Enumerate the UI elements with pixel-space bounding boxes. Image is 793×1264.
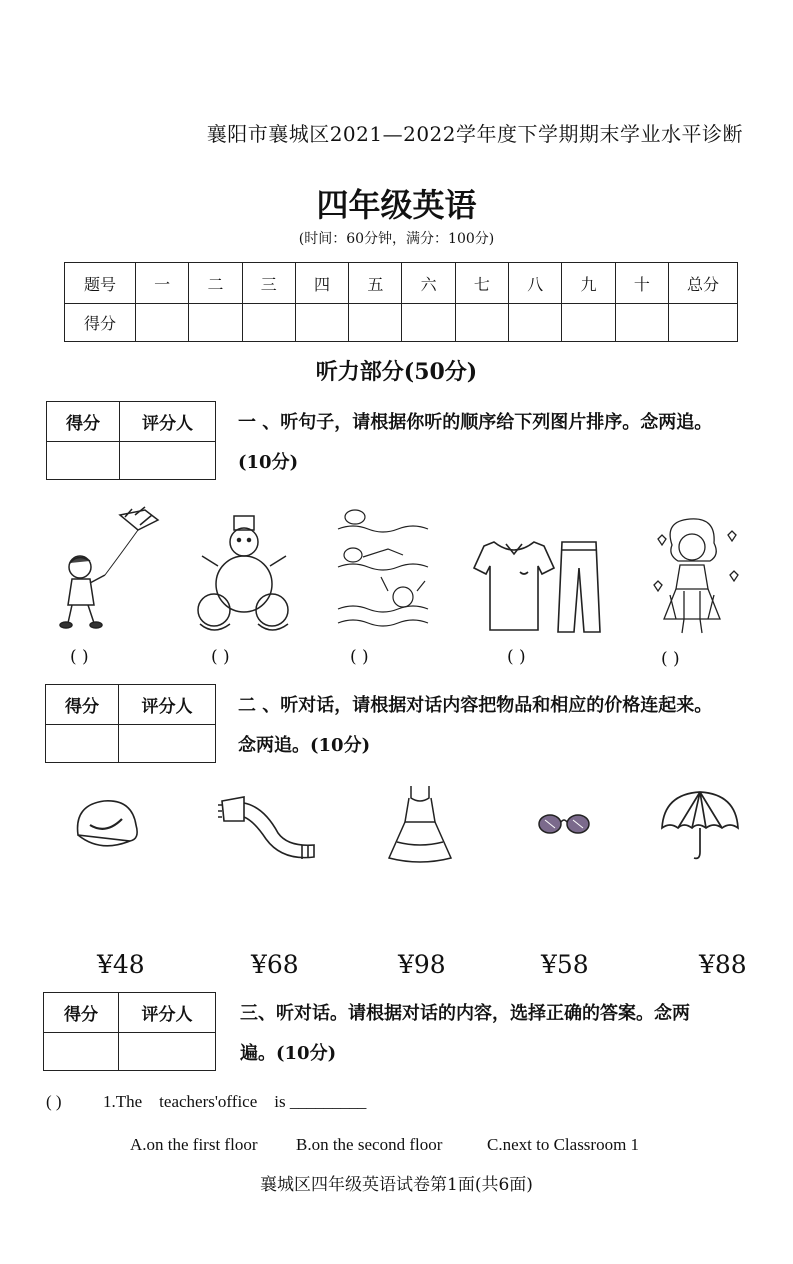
grader-box-part3 xyxy=(43,992,216,1071)
score-cell: 九 xyxy=(562,263,615,304)
score-cell: 一 xyxy=(136,263,189,304)
score-entry-cell[interactable] xyxy=(295,304,348,342)
question-1-option-a[interactable]: A.on the first floor xyxy=(130,1135,258,1154)
shirt-and-pants-picture xyxy=(472,538,607,634)
grader-score-cell[interactable] xyxy=(47,442,120,480)
part2-instruction: 二 、听对话，请根据对话内容把物品和相应的价格连起来。 念两追。(10分) xyxy=(238,695,713,756)
score-entry-cell[interactable] xyxy=(669,304,738,342)
score-cell: 七 xyxy=(455,263,508,304)
price-label: ¥68 xyxy=(251,950,299,979)
part1-instruction: 一 、听句子，请根据你听的顺序给下列图片排序。念两追。 (10分) xyxy=(238,412,713,473)
dress-picture xyxy=(385,784,455,864)
score-entry-cell[interactable] xyxy=(189,304,242,342)
exam-subtitle: (时间：60分钟，满分：100分) xyxy=(298,231,495,247)
question-1-answer-paren[interactable]: ( ) xyxy=(46,1092,62,1111)
answer-blank[interactable]: ( ) xyxy=(661,649,680,669)
answer-blank[interactable]: ( ) xyxy=(211,647,230,667)
grader-score-label: 得分 xyxy=(44,993,119,1033)
question-1-option-b[interactable]: B.on the second floor xyxy=(296,1135,443,1154)
score-cell: 题号 xyxy=(65,263,136,304)
score-entry-cell[interactable] xyxy=(349,304,402,342)
answer-blank[interactable]: ( ) xyxy=(70,647,89,667)
exam-title: 四年级英语 xyxy=(316,186,477,224)
listening-section-title: 听力部分(50分) xyxy=(315,359,478,385)
umbrella-picture xyxy=(658,788,742,862)
price-label: ¥58 xyxy=(541,950,589,979)
grader-score-label: 得分 xyxy=(46,685,119,725)
score-entry-cell[interactable] xyxy=(455,304,508,342)
score-cell: 六 xyxy=(402,263,455,304)
score-cell: 三 xyxy=(242,263,295,304)
boy-flying-kite-picture xyxy=(50,505,165,635)
exam-header: 襄阳市襄城区2021—2022学年度下学期期末学业水平诊断 xyxy=(206,122,743,146)
snowman-picture xyxy=(190,512,295,634)
price-label: ¥88 xyxy=(699,950,747,979)
score-cell: 总分 xyxy=(669,263,738,304)
score-table-header-row xyxy=(65,263,738,304)
score-entry-cell[interactable] xyxy=(242,304,295,342)
grader-score-cell[interactable] xyxy=(44,1033,119,1071)
score-cell: 四 xyxy=(295,263,348,304)
score-entry-cell[interactable] xyxy=(402,304,455,342)
girl-in-skirt-picture xyxy=(650,515,740,635)
score-entry-cell[interactable] xyxy=(615,304,668,342)
grader-box-part2 xyxy=(45,684,216,763)
score-cell: 十 xyxy=(615,263,668,304)
score-table xyxy=(64,262,738,342)
scarf-picture xyxy=(218,795,323,861)
question-1-option-c[interactable]: C.next to Classroom 1 xyxy=(487,1135,640,1154)
answer-blank[interactable]: ( ) xyxy=(350,647,369,667)
score-cell: 二 xyxy=(189,263,242,304)
score-row-label: 得分 xyxy=(65,304,136,342)
price-label: ¥48 xyxy=(97,950,145,979)
grader-name-label: 评分人 xyxy=(119,685,216,725)
answer-blank[interactable]: ( ) xyxy=(507,647,526,667)
grader-name-cell[interactable] xyxy=(119,725,216,763)
cap-picture xyxy=(70,795,145,855)
grader-name-label: 评分人 xyxy=(120,402,216,442)
score-table-score-row xyxy=(65,304,738,342)
score-entry-cell[interactable] xyxy=(562,304,615,342)
score-entry-cell[interactable] xyxy=(136,304,189,342)
grader-score-label: 得分 xyxy=(47,402,120,442)
score-cell: 八 xyxy=(509,263,562,304)
grader-box-part1 xyxy=(46,401,216,480)
question-1-text: 1.The teachers'office is _________ xyxy=(103,1092,367,1111)
grader-name-label: 评分人 xyxy=(119,993,216,1033)
sunglasses-picture xyxy=(537,808,591,840)
grader-score-cell[interactable] xyxy=(46,725,119,763)
score-cell: 五 xyxy=(349,263,402,304)
children-swimming-picture xyxy=(333,505,433,633)
grader-name-cell[interactable] xyxy=(120,442,216,480)
price-label: ¥98 xyxy=(398,950,446,979)
grader-name-cell[interactable] xyxy=(119,1033,216,1071)
page-footer: 襄城区四年级英语试卷第1面(共6面) xyxy=(260,1175,533,1195)
part3-instruction: 三、听对话。请根据对话的内容，选择正确的答案。念两 遍。(10分) xyxy=(240,1003,690,1064)
score-entry-cell[interactable] xyxy=(509,304,562,342)
